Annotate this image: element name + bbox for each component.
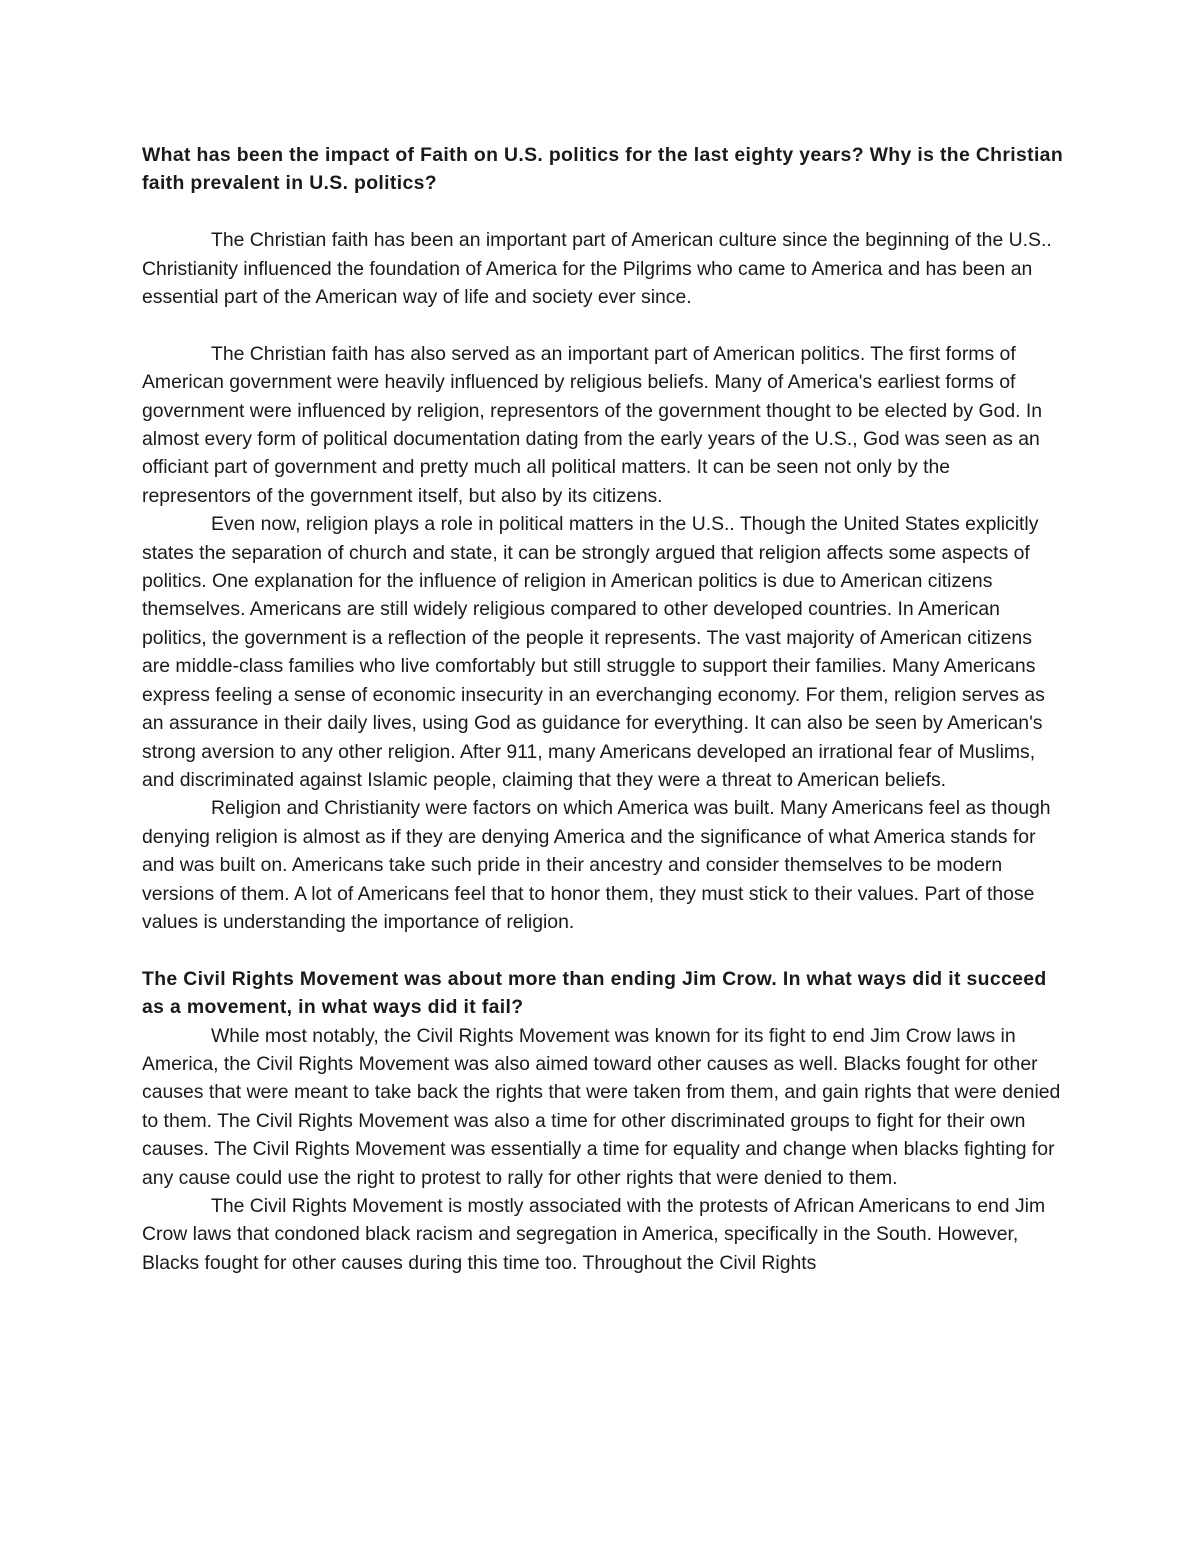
paragraph: Religion and Christianity were factors on which America was built. Many Americans feel as though denying religion is almost as if they are denying America and the significance of what America stands for and was built on. Americans take such pride in their ancestry and consider themselves to be modern versions of them. A lot of Americans feel that to honor them, they must stick to their values. Part of those values is understanding the importance of religion. [142,797,1051,933]
paragraph: Even now, religion plays a role in political matters in the U.S.. Though the United States explicitly states the separation of church and state, it can be strongly argued that religion affects some aspects of politics. One explanation for the influence of religion in American politics is due to American citizens themselves. Americans are still widely religious compared to other developed countries. In American politics, the government is a reflection of the people it represents. The vast majority of American citizens are middle-class families who live comfortably but still struggle to support their families. Many Americans express feeling a sense of economic insecurity in an everchanging economy. For them, religion serves as an assurance in their daily lives, using God as guidance for everything. It can also be seen by American's strong aversion to any other religion. After 911, many Americans developed an irrational fear of Muslims, and discriminated against Islamic people, claiming that they were a threat to American beliefs. [142,513,1045,791]
document-page [142,141,1064,1277]
paragraph: The Christian faith has also served as an important part of American politics. The first forms of American government were heavily influenced by religious beliefs. Many of America's earliest forms of government were influenced by religion, representors of the government thought to be elected by God. In almost every form of political documentation dating from the early years of the U.S., God was seen as an officiant part of government and pretty much all political matters. It can be seen not only by the representors of the government itself, but also by its citizens. [142,342,1043,507]
paragraph: While most notably, the Civil Rights Movement was known for its fight to end Jim Crow laws in America, the Civil Rights Movement was also aimed toward other causes as well. Blacks fought for other causes that were meant to take back the rights that were taken from them, and gain rights that were denied to them. The Civil Rights Movement was also a time for other discriminated groups to fight for their own causes. The Civil Rights Movement was essentially a time for equality and change when blacks fighting for any cause could use the right to protest to rally for other rights that were denied to them. [142,1024,1061,1189]
question-heading-civil-rights: The Civil Rights Movement was about more than ending Jim Crow. In what ways did it succeed as a movement, in what ways did it fail? [142,967,1047,1019]
paragraph: The Christian faith has been an important part of American culture since the beginning of the U.S.. Christianity influenced the foundation of America for the Pilgrims who came to America and has been an essential part of the American way of life and society ever since. [142,229,1052,309]
question-heading-faith: What has been the impact of Faith on U.S. politics for the last eighty years? Why is the Christian faith prevalent in U.S. politics? [142,144,1064,195]
spacer [142,311,1064,339]
spacer [142,198,1064,226]
spacer [142,936,1064,964]
paragraph: The Civil Rights Movement is mostly associated with the protests of African Americans to end Jim Crow laws that condoned black racism and segregation in America, specifically in the South. However, Blacks fought for other causes during this time too. Throughout the Civil Rights [142,1194,1046,1274]
